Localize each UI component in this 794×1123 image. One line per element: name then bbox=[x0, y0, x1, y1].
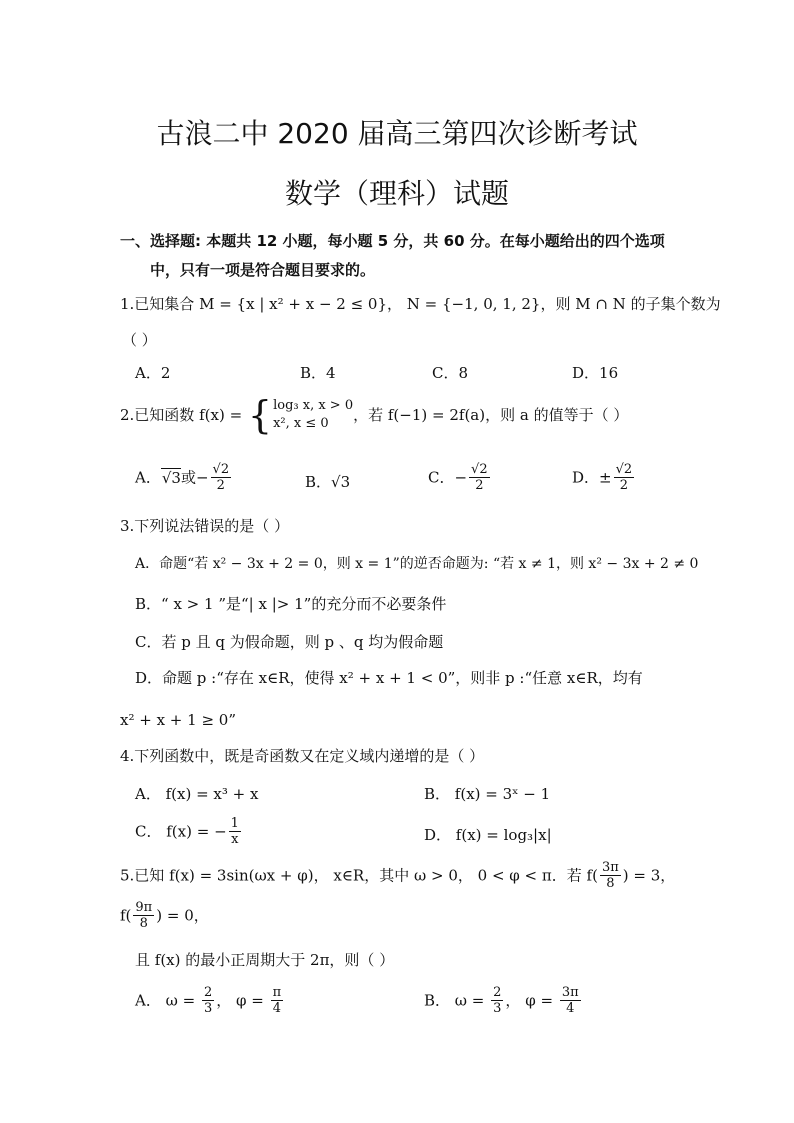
q2-stem-post: ，若 f(−1) = 2f(a)，则 a 的值等于（ ） bbox=[353, 406, 629, 424]
q2-piecewise-brace: { bbox=[247, 393, 273, 437]
q2-a-sqrt3: √3 bbox=[161, 468, 181, 487]
q3-option-d-line1: D．命题 p :“存在 x∈R，使得 x² + x + 1 < 0”，则非 p :“任意 x∈R，均有 bbox=[135, 669, 643, 687]
q5-a-omega-fraction bbox=[202, 985, 214, 1016]
q2-option-d bbox=[572, 462, 636, 493]
q5-b-phi-num: 3π bbox=[561, 985, 579, 1000]
q5-f2-fraction bbox=[133, 900, 154, 931]
q2-a-or: 或− bbox=[180, 468, 209, 487]
q4-c-denominator: x bbox=[231, 832, 239, 847]
q5-b-omega-fraction bbox=[491, 985, 503, 1016]
q2-a-denominator: 2 bbox=[216, 478, 225, 493]
q5-a-omega-den: 3 bbox=[203, 1001, 213, 1016]
q4-option-c bbox=[135, 816, 243, 847]
q5-a-omega-num: 2 bbox=[203, 985, 213, 1000]
q1-stem: 1.已知集合 M = {x | x² + x − 2 ≤ 0}， N = {−1, 0, 1, 2}，则 M ∩ N 的子集个数为 bbox=[120, 295, 721, 313]
q5-f1-fraction bbox=[600, 860, 621, 891]
q5-l2-post: ) = 0， bbox=[156, 906, 209, 925]
q2-c-denominator: 2 bbox=[475, 478, 484, 493]
q4-c-numerator: 1 bbox=[230, 816, 239, 831]
q5-a-phi-fraction bbox=[271, 985, 284, 1016]
q2-c-fraction bbox=[469, 462, 490, 493]
q2-a-fraction bbox=[211, 462, 232, 493]
q2-option-c bbox=[428, 462, 492, 493]
q4-c-fraction bbox=[229, 816, 241, 847]
q2-case-2: x², x ≤ 0 bbox=[273, 416, 329, 431]
q1-answer-paren: （ ） bbox=[122, 331, 157, 349]
q5-f2-denominator: 8 bbox=[139, 916, 148, 931]
q2-a-numerator: √2 bbox=[212, 462, 230, 477]
q5-option-b bbox=[424, 985, 583, 1016]
q3-option-d-line2: x² + x + 1 ≥ 0” bbox=[120, 711, 237, 729]
exam-title: 古浪二中 2020 届高三第四次诊断考试 bbox=[156, 117, 638, 150]
q5-f1-denominator: 8 bbox=[606, 876, 615, 891]
q5-b-pre: B． ω = bbox=[424, 991, 490, 1010]
q5-b-phi-fraction bbox=[560, 985, 581, 1016]
q5-a-pre: A． ω = bbox=[135, 991, 200, 1010]
q5-b-omega-num: 2 bbox=[493, 985, 502, 1000]
q2-d-fraction bbox=[614, 462, 635, 493]
q5-b-omega-den: 3 bbox=[493, 1001, 502, 1016]
q2-d-numerator: √2 bbox=[615, 462, 633, 477]
q5-stem-pre: 5.已知 f(x) = 3sin(ωx + φ)， x∈R，其中 ω > 0， 0 < φ < π．若 f( bbox=[120, 866, 598, 885]
exam-subtitle: 数学（理科）试题 bbox=[284, 177, 509, 210]
q2-a-label: A． bbox=[135, 468, 161, 487]
q2-piecewise-cases bbox=[273, 397, 353, 433]
q5-stem-line2 bbox=[120, 900, 209, 931]
q5-f2-numerator: 9π bbox=[135, 900, 153, 915]
q3-option-a: A．命题“若 x² − 3x + 2 = 0，则 x = 1”的逆否命题为: “若 x ≠ 1，则 x² − 3x + 2 ≠ 0 bbox=[135, 556, 699, 572]
q2-stem bbox=[120, 393, 629, 437]
q2-stem-pre: 2.已知函数 f(x) = bbox=[120, 406, 247, 424]
q5-stem-line3: 且 f(x) 的最小正周期大于 2π，则（ ） bbox=[135, 951, 395, 969]
q5-option-a bbox=[135, 985, 285, 1016]
q4-option-b: B． f(x) = 3ˣ − 1 bbox=[424, 785, 551, 803]
q4-stem: 4.下列函数中，既是奇函数又在定义域内递增的是（ ） bbox=[120, 747, 485, 765]
q3-option-b: B．“ x > 1 ”是“| x |> 1”的充分而不必要条件 bbox=[135, 595, 447, 613]
q5-a-phi-den: 4 bbox=[272, 1001, 282, 1016]
q5-stem-post: ) = 3， bbox=[622, 866, 676, 885]
q5-f1-numerator: 3π bbox=[601, 860, 619, 875]
q5-stem-line1 bbox=[120, 860, 675, 891]
q2-c-label: C．− bbox=[428, 468, 468, 487]
q1-option-b: B．4 bbox=[300, 364, 336, 382]
q1-option-c: C．8 bbox=[432, 364, 469, 382]
q4-option-d: D． f(x) = log₃|x| bbox=[424, 826, 552, 844]
q2-d-label: D．± bbox=[572, 468, 612, 487]
q2-d-denominator: 2 bbox=[619, 478, 629, 493]
section-heading-line1: 一、选择题: 本题共 12 小题，每小题 5 分，共 60 分。在每小题给出的四个选项 bbox=[120, 232, 665, 250]
q3-option-c: C．若 p 且 q 为假命题，则 p 、q 均为假命题 bbox=[135, 633, 444, 651]
q1-option-d: D．16 bbox=[572, 364, 619, 382]
q2-c-numerator: √2 bbox=[471, 462, 488, 477]
section-heading-line2: 中，只有一项是符合题目要求的。 bbox=[150, 261, 376, 279]
q2-option-a bbox=[135, 462, 233, 493]
q3-stem: 3.下列说法错误的是（ ） bbox=[120, 517, 290, 535]
q1-option-a: A．2 bbox=[135, 364, 171, 382]
q5-a-phi-num: π bbox=[272, 985, 282, 1000]
q4-c-pre: C． f(x) = − bbox=[135, 822, 227, 841]
q5-l2-pre: f( bbox=[120, 906, 132, 925]
q5-a-mid: ， φ = bbox=[216, 991, 269, 1010]
q5-b-mid: ， φ = bbox=[505, 991, 558, 1010]
q2-case-1: log₃ x, x > 0 bbox=[273, 398, 354, 413]
q4-option-a: A． f(x) = x³ + x bbox=[135, 785, 259, 803]
q2-option-b: B．√3 bbox=[305, 473, 351, 491]
q5-b-phi-den: 4 bbox=[566, 1001, 575, 1016]
